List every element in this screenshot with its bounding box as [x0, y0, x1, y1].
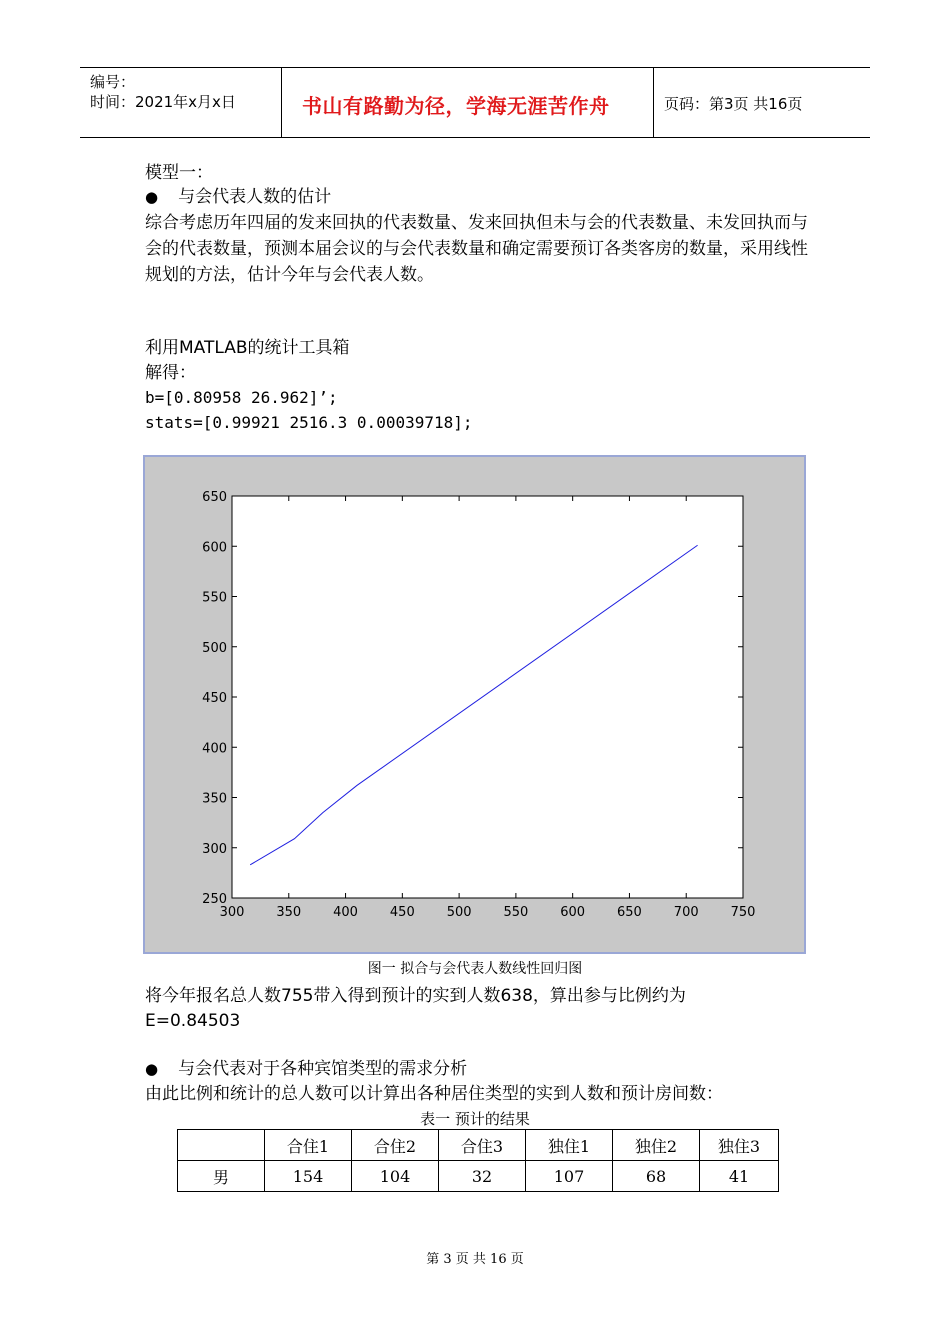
table-row — [178, 1161, 779, 1192]
x-tick-label: 550 — [503, 905, 529, 920]
table-cell: 68 — [613, 1161, 700, 1192]
number-label: 编号： — [90, 73, 136, 91]
b-result-line: b=[0.80958 26.962]’; — [145, 388, 338, 407]
section-title: 模型一： — [145, 163, 213, 183]
header-page-cell — [654, 68, 870, 137]
y-tick-label: 250 — [202, 892, 227, 907]
y-tick-label: 450 — [202, 691, 227, 706]
section2-paragraph: 由此比例和统计的总人数可以计算出各种居住类型的实到人数和预计房间数： — [145, 1084, 723, 1104]
tool-line: 利用MATLAB的统计工具箱 — [145, 338, 350, 358]
bullet-heading-text: 与会代表人数的估计 — [178, 187, 332, 207]
results-table — [177, 1129, 779, 1192]
result-text-line-1: 将今年报名总人数755带入得到预计的实到人数638，算出参与比例约为 — [145, 986, 686, 1006]
figure-caption: 图一 拟合与会代表人数线性回归图 — [367, 961, 583, 977]
table-header-cell: 独住2 — [613, 1130, 700, 1161]
page-header — [80, 67, 870, 138]
table-header-cell: 合住1 — [265, 1130, 352, 1161]
x-tick-label: 750 — [730, 905, 756, 920]
table-header-cell: 独住1 — [526, 1130, 613, 1161]
result-text-line-2: E=0.84503 — [145, 1011, 241, 1031]
y-tick-label: 650 — [202, 490, 227, 505]
table-header-cell — [178, 1130, 265, 1161]
table-header-row — [178, 1130, 779, 1161]
x-tick-label: 500 — [446, 905, 472, 920]
page-footer: 第 3 页 共 16 页 — [426, 1252, 524, 1267]
stats-result-line: stats=[0.99921 2516.3 0.00039718]; — [145, 413, 473, 432]
x-tick-label: 300 — [219, 905, 245, 920]
solve-label: 解得： — [145, 363, 196, 383]
section-paragraph: 综合考虑历年四届的发来回执的代表数量、发来回执但未与会的代表数量、未发回执而与会的代表数量，预测本届会议的与会代表数量和确定需要预订各类客房的数量，采用线性规划的方法，估计今年与会代表人数。 — [145, 213, 808, 285]
table-header-cell: 独住3 — [700, 1130, 779, 1161]
table-cell: 男 — [178, 1161, 265, 1192]
table-header-cell: 合住3 — [439, 1130, 526, 1161]
table-header-cell: 合住2 — [352, 1130, 439, 1161]
motto-text: 书山有路勤为径，学海无涯苦作舟 — [302, 94, 610, 118]
y-tick-label: 600 — [202, 540, 227, 556]
table-cell: 41 — [700, 1161, 779, 1192]
table-caption: 表一 预计的结果 — [420, 1110, 530, 1128]
table-cell: 32 — [439, 1161, 526, 1192]
y-tick-label: 550 — [202, 590, 227, 606]
y-tick-label: 300 — [202, 841, 227, 857]
header-motto-cell — [282, 68, 654, 137]
header-meta-cell — [80, 68, 282, 137]
x-tick-label: 350 — [276, 905, 302, 920]
x-tick-label: 600 — [560, 905, 586, 920]
table-cell: 154 — [265, 1161, 352, 1192]
table-cell: 107 — [526, 1161, 613, 1192]
section2-bullet-heading — [145, 1056, 467, 1082]
x-tick-label: 700 — [673, 905, 699, 920]
x-tick-label: 450 — [389, 905, 415, 920]
section2-heading-text: 与会代表对于各种宾馆类型的需求分析 — [178, 1059, 468, 1079]
plot-area — [232, 496, 743, 898]
section-bullet-heading — [145, 184, 331, 210]
x-tick-label: 650 — [617, 905, 642, 920]
regression-figure — [143, 455, 806, 954]
x-tick-label: 400 — [333, 905, 358, 920]
date-label: 时间：2021年x月x日 — [90, 93, 236, 111]
table-cell: 104 — [352, 1161, 439, 1192]
page-label: 页码：第3页 共16页 — [664, 95, 803, 113]
y-tick-label: 400 — [202, 741, 227, 757]
y-tick-label: 500 — [202, 640, 227, 656]
y-tick-label: 350 — [202, 791, 227, 807]
regression-chart — [145, 457, 804, 952]
